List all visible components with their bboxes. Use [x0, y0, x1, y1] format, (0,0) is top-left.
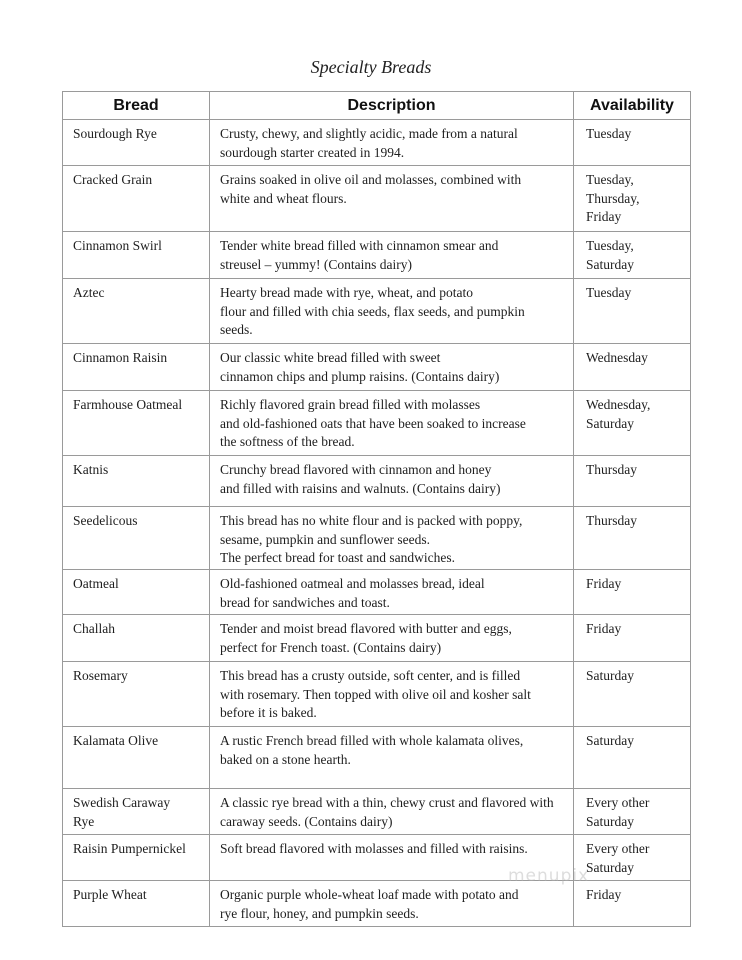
- bread-description: Organic purple whole-wheat loaf made with potato and rye flour, honey, and pumpkin seeds.: [210, 881, 574, 927]
- bread-description: Soft bread flavored with molasses and filled with raisins.: [210, 835, 574, 881]
- bread-description: Grains soaked in olive oil and molasses, combined with white and wheat flours.: [210, 166, 574, 232]
- table-header-row: [63, 92, 691, 120]
- bread-name: Raisin Pumpernickel: [63, 835, 210, 881]
- bread-availability: Friday: [574, 615, 691, 662]
- bread-name: Challah: [63, 615, 210, 662]
- bread-availability: Thursday: [574, 507, 691, 570]
- header-availability: Availability: [574, 92, 691, 120]
- bread-name: Swedish Caraway Rye: [63, 789, 210, 835]
- bread-description: Old-fashioned oatmeal and molasses bread, ideal bread for sandwiches and toast.: [210, 570, 574, 615]
- bread-availability: Friday: [574, 570, 691, 615]
- bread-availability: Tuesday, Thursday, Friday: [574, 166, 691, 232]
- bread-description: Crunchy bread flavored with cinnamon and honey and filled with raisins and walnuts. (Contains dairy): [210, 456, 574, 507]
- bread-name: Rosemary: [63, 662, 210, 727]
- table-row: [63, 344, 691, 391]
- bread-name: Seedelicous: [63, 507, 210, 570]
- bread-name: Cinnamon Raisin: [63, 344, 210, 391]
- table-row: [63, 662, 691, 727]
- bread-description: A classic rye bread with a thin, chewy crust and flavored with caraway seeds. (Contains dairy): [210, 789, 574, 835]
- bread-availability: Wednesday: [574, 344, 691, 391]
- table-row: [63, 789, 691, 835]
- bread-name: Oatmeal: [63, 570, 210, 615]
- bread-availability: Saturday: [574, 662, 691, 727]
- bread-description: Richly flavored grain bread filled with molasses and old-fashioned oats that have been soaked to increase the softness of the bread.: [210, 391, 574, 456]
- bread-availability: Every other Saturday: [574, 789, 691, 835]
- table-row: [63, 120, 691, 166]
- bread-availability: Wednesday, Saturday: [574, 391, 691, 456]
- bread-description: Hearty bread made with rye, wheat, and potato flour and filled with chia seeds, flax seeds, and pumpkin seeds.: [210, 279, 574, 344]
- bread-description: Tender and moist bread flavored with butter and eggs, perfect for French toast. (Contains dairy): [210, 615, 574, 662]
- bread-availability: Friday: [574, 881, 691, 927]
- page-title: Specialty Breads: [310, 57, 432, 77]
- bread-description: Tender white bread filled with cinnamon smear and streusel – yummy! (Contains dairy): [210, 232, 574, 279]
- watermark: menupix: [508, 866, 590, 886]
- bread-availability: Every other Saturday: [574, 835, 691, 881]
- bread-description: Crusty, chewy, and slightly acidic, made from a natural sourdough starter created in 1994.: [210, 120, 574, 166]
- bread-description: This bread has no white flour and is packed with poppy, sesame, pumpkin and sunflower seeds. The perfect bread for toast and sandwiches.: [210, 507, 574, 570]
- bread-name: Aztec: [63, 279, 210, 344]
- table-row: [63, 279, 691, 344]
- header-description: Description: [210, 92, 574, 120]
- bread-description: Our classic white bread filled with sweet cinnamon chips and plump raisins. (Contains dairy): [210, 344, 574, 391]
- bread-name: Cracked Grain: [63, 166, 210, 232]
- table-row: [63, 881, 691, 927]
- table-row: [63, 166, 691, 232]
- bread-availability: Thursday: [574, 456, 691, 507]
- table-row: [63, 507, 691, 570]
- table-row: [63, 615, 691, 662]
- bread-description: This bread has a crusty outside, soft center, and is filled with rosemary. Then topped with olive oil and kosher salt before it is baked.: [210, 662, 574, 727]
- bread-name: Purple Wheat: [63, 881, 210, 927]
- table-row: [63, 391, 691, 456]
- header-bread: Bread: [63, 92, 210, 120]
- table-row: [63, 727, 691, 789]
- table-row: [63, 232, 691, 279]
- bread-availability: Tuesday, Saturday: [574, 232, 691, 279]
- table-row: [63, 570, 691, 615]
- bread-table: [62, 91, 691, 927]
- bread-name: Kalamata Olive: [63, 727, 210, 789]
- bread-name: Katnis: [63, 456, 210, 507]
- bread-availability: Tuesday: [574, 120, 691, 166]
- table-row: [63, 835, 691, 881]
- bread-description: A rustic French bread filled with whole kalamata olives, baked on a stone hearth.: [210, 727, 574, 789]
- table-row: [63, 456, 691, 507]
- bread-availability: Saturday: [574, 727, 691, 789]
- bread-name: Sourdough Rye: [63, 120, 210, 166]
- bread-availability: Tuesday: [574, 279, 691, 344]
- bread-name: Cinnamon Swirl: [63, 232, 210, 279]
- bread-name: Farmhouse Oatmeal: [63, 391, 210, 456]
